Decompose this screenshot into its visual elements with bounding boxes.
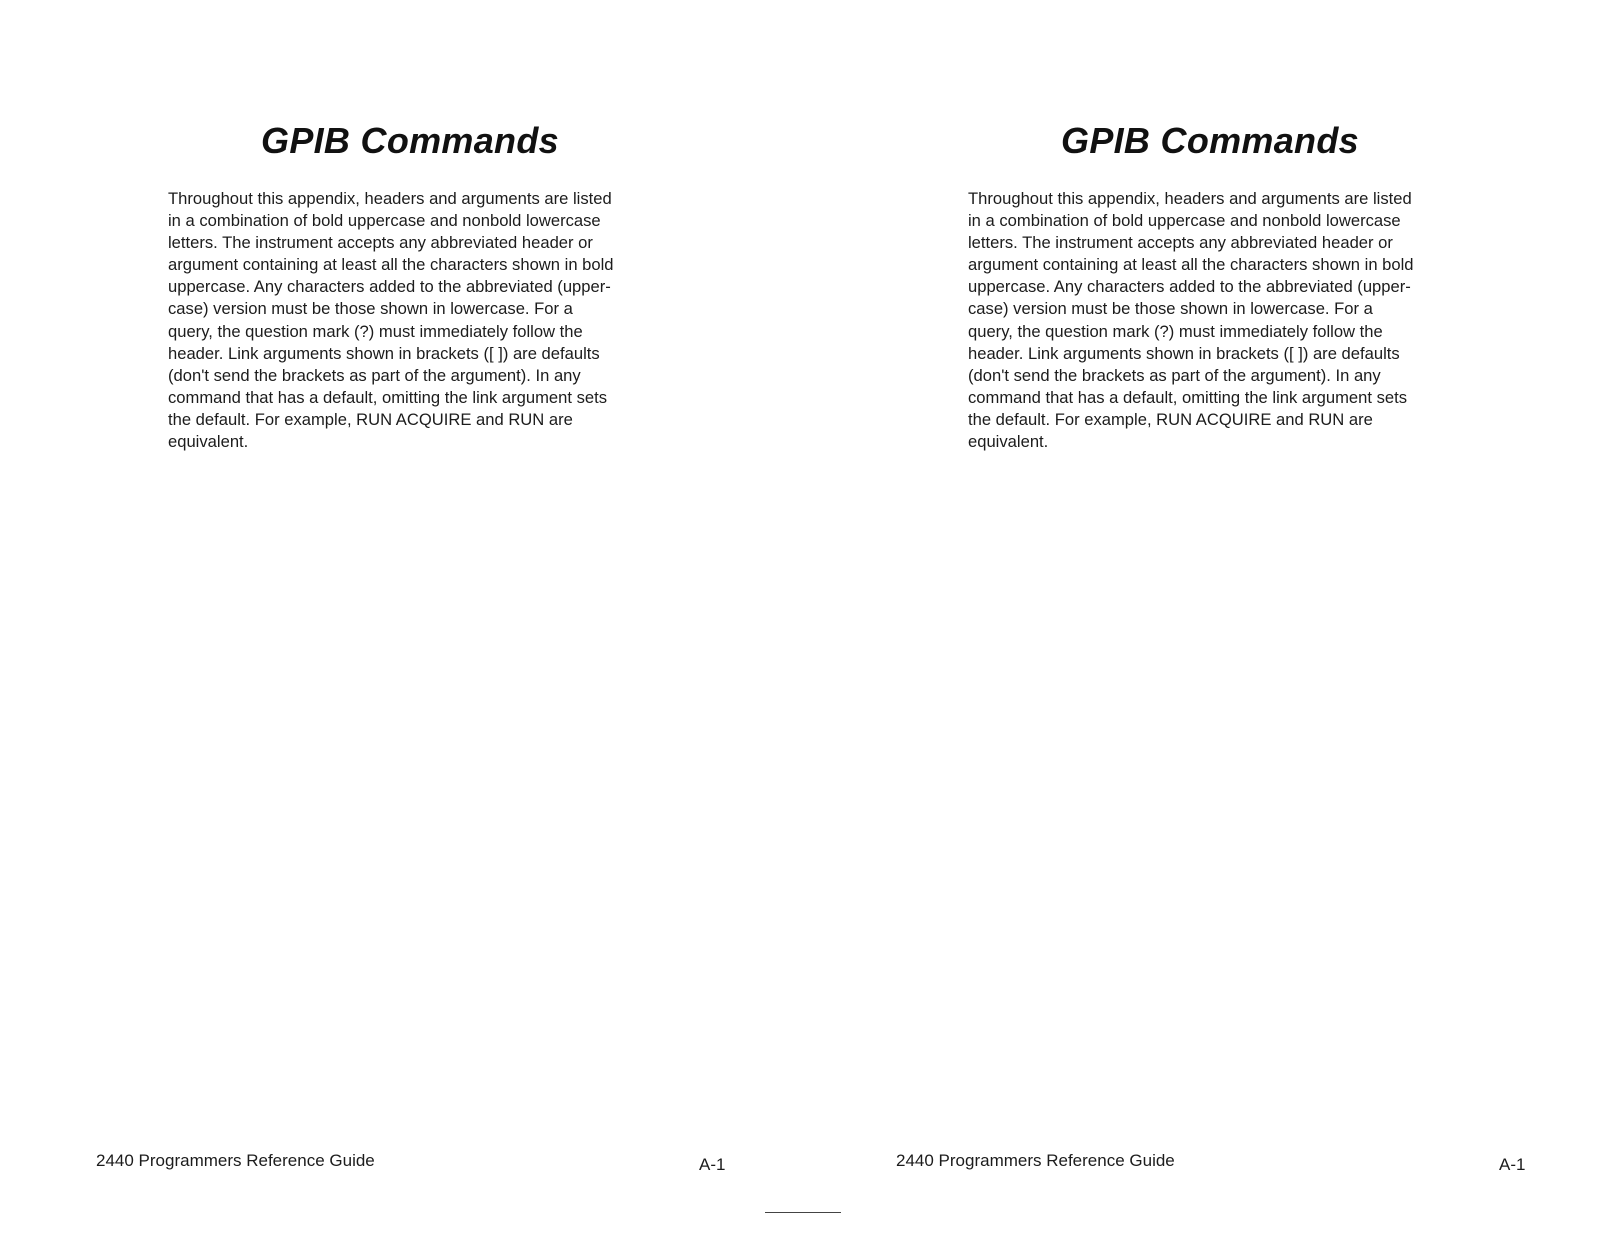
- paragraph-line: query, the question mark (?) must immediately follow the: [968, 321, 1383, 341]
- paragraph-line: in a combination of bold uppercase and nonbold lowercase: [168, 211, 601, 231]
- footer-guide-title: 2440 Programmers Reference Guide: [96, 1151, 375, 1170]
- footer-guide-title: 2440 Programmers Reference Guide: [896, 1151, 1175, 1170]
- paragraph-line: header. Link arguments shown in brackets ([ ]) are defaults: [968, 343, 1400, 363]
- paragraph-line: in a combination of bold uppercase and nonbold lowercase: [968, 211, 1401, 231]
- paragraph-line: the default. For example, RUN ACQUIRE and RUN are: [968, 409, 1373, 429]
- bottom-divider-rule: [765, 1212, 841, 1213]
- paragraph-line: command that has a default, omitting the link argument sets: [968, 387, 1408, 407]
- paragraph-line: letters. The instrument accepts any abbreviated header or: [968, 233, 1393, 253]
- paragraph-line: command that has a default, omitting the link argument sets: [168, 387, 608, 407]
- paragraph-line: the default. For example, RUN ACQUIRE and RUN are: [168, 409, 573, 429]
- paragraph-line: equivalent.: [968, 432, 1049, 452]
- paragraph-line: equivalent.: [168, 432, 249, 452]
- paragraph-line: (don't send the brackets as part of the argument). In any: [168, 365, 581, 385]
- paragraph-line: uppercase. Any characters added to the abbreviated (upper-: [968, 277, 1411, 297]
- paragraph-line: query, the question mark (?) must immediately follow the: [168, 321, 583, 341]
- paragraph-line: letters. The instrument accepts any abbreviated header or: [168, 233, 593, 253]
- intro-paragraph: [168, 188, 658, 453]
- footer-page-number: A-1: [699, 1155, 726, 1174]
- paragraph-line: Throughout this appendix, headers and arguments are listed: [168, 189, 612, 208]
- paragraph-line: header. Link arguments shown in brackets ([ ]) are defaults: [168, 343, 600, 363]
- paragraph-line: argument containing at least all the characters shown in bold: [968, 255, 1414, 275]
- paragraph-line: case) version must be those shown in lowercase. For a: [168, 299, 573, 319]
- paragraph-line: argument containing at least all the characters shown in bold: [168, 255, 614, 275]
- page-title: GPIB Commands: [261, 120, 559, 161]
- paragraph-line: Throughout this appendix, headers and arguments are listed: [968, 189, 1412, 208]
- paragraph-line: (don't send the brackets as part of the argument). In any: [968, 365, 1381, 385]
- right-page: [800, 0, 1600, 1237]
- footer-page-number: A-1: [1499, 1155, 1526, 1174]
- paragraph-line: case) version must be those shown in lowercase. For a: [968, 299, 1373, 319]
- intro-paragraph: [968, 188, 1458, 453]
- page-title: GPIB Commands: [1061, 120, 1359, 161]
- paragraph-line: uppercase. Any characters added to the abbreviated (upper-: [168, 277, 611, 297]
